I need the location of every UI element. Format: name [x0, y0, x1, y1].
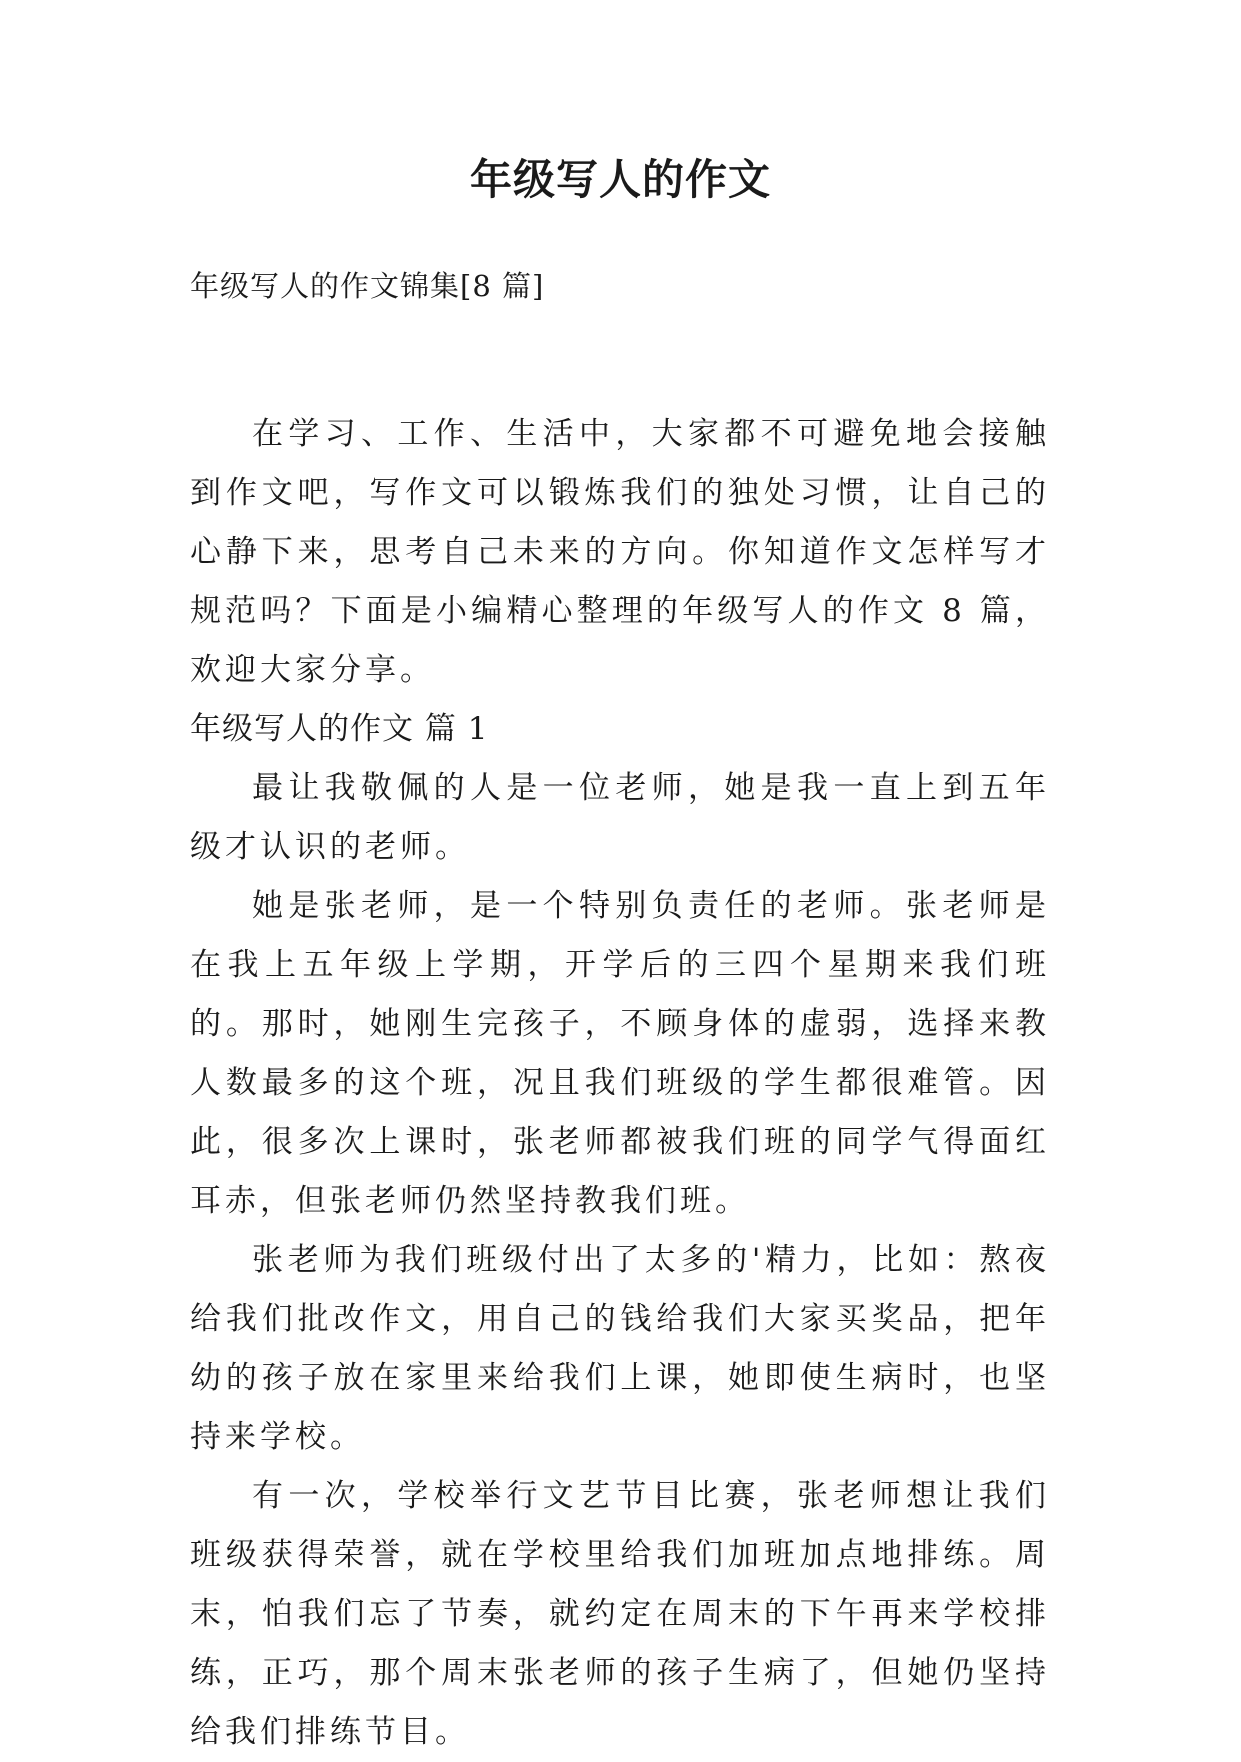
intro-paragraph: 在学习、工作、生活中，大家都不可避免地会接触到作文吧，写作文可以锻炼我们的独处习惯，让自己的心静下来，思考自己未来的方向。你知道作文怎样写才规范吗？下面是小编精心整理的年级写人的作文 8 篇，欢迎大家分享。	[190, 416, 1050, 688]
section-heading: 年级写人的作文 篇 1	[190, 711, 489, 747]
body-paragraph: 最让我敬佩的人是一位老师，她是我一直上到五年级才认识的老师。	[190, 770, 1050, 865]
body-paragraph: 她是张老师，是一个特别负责任的老师。张老师是在我上五年级上学期，开学后的三四个星期来我们班的。那时，她刚生完孩子，不顾身体的虚弱，选择来教人数最多的这个班，况且我们班级的学生都很难管。因此，很多次上课时，张老师都被我们班的同学气得面红耳赤，但张老师仍然坚持教我们班。	[190, 888, 1050, 1219]
document-body	[190, 405, 1050, 1762]
document-subtitle: 年级写人的作文锦集[8 篇]	[190, 269, 545, 303]
document-title: 年级写人的作文	[469, 155, 771, 204]
body-paragraph: 有一次，学校举行文艺节目比赛，张老师想让我们班级获得荣誉，就在学校里给我们加班加点地排练。周末，怕我们忘了节奏，就约定在周末的下午再来学校排练，正巧，那个周末张老师的孩子生病了，但她仍坚持给我们排练节目。	[190, 1478, 1050, 1750]
body-paragraph: 张老师为我们班级付出了太多的'精力，比如：熬夜给我们批改作文，用自己的钱给我们大家买奖品，把年幼的孩子放在家里来给我们上课，她即使生病时，也坚持来学校。	[190, 1242, 1050, 1455]
